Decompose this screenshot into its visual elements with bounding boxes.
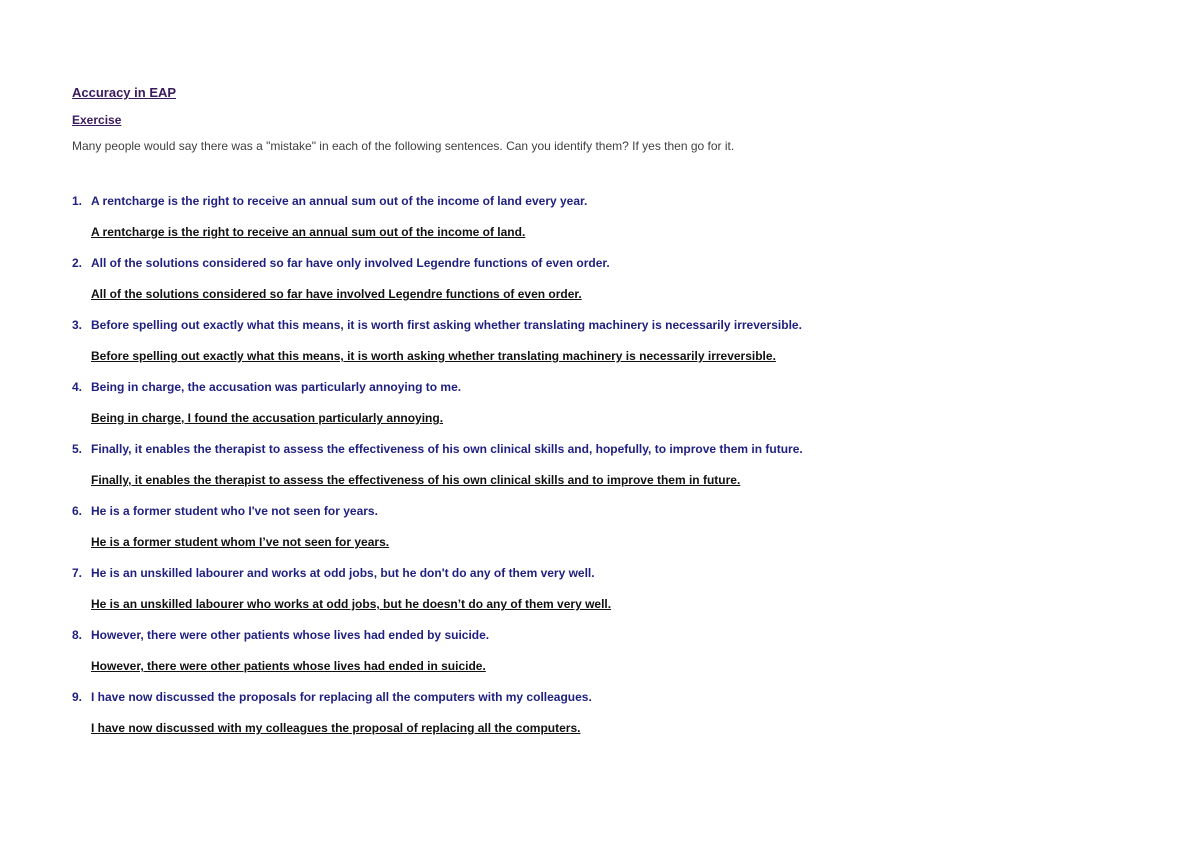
corrected-sentence: A rentcharge is the right to receive an annual sum out of the income of land. (91, 225, 526, 239)
original-sentence: I have now discussed the proposals for replacing all the computers with my colleagues. (91, 690, 592, 704)
original-sentence: Being in charge, the accusation was particularly annoying to me. (91, 380, 462, 394)
exercise-item-2 (72, 255, 1132, 302)
exercise-item-8 (72, 627, 1132, 674)
item-number: 1. (72, 194, 83, 208)
original-sentence: A rentcharge is the right to receive an annual sum out of the income of land every year. (91, 194, 588, 208)
item-number: 9. (72, 690, 83, 704)
instructions-text: Many people would say there was a "mistake" in each of the following sentences. Can you identify them? If yes then go for it. (72, 139, 735, 153)
document-title: Accuracy in EAP (72, 85, 177, 100)
exercise-item-7 (72, 565, 1132, 612)
item-number: 7. (72, 566, 83, 580)
exercise-item-9 (72, 689, 1132, 736)
exercise-item-5 (72, 441, 1132, 488)
corrected-sentence: I have now discussed with my colleagues the proposal of replacing all the computers. (91, 721, 581, 735)
item-number: 4. (72, 380, 83, 394)
corrected-sentence: All of the solutions considered so far have involved Legendre functions of even order. (91, 287, 582, 301)
item-number: 8. (72, 628, 83, 642)
corrected-sentence: He is a former student whom I’ve not seen for years. (91, 535, 390, 549)
exercise-heading: Exercise (72, 113, 122, 127)
exercise-item-1 (72, 193, 1132, 240)
item-number: 3. (72, 318, 83, 332)
item-number: 5. (72, 442, 83, 456)
item-number: 6. (72, 504, 83, 518)
original-sentence: Finally, it enables the therapist to assess the effectiveness of his own clinical skills and, hopefully, to improve them in future. (91, 442, 803, 456)
original-sentence: However, there were other patients whose lives had ended by suicide. (91, 628, 490, 642)
exercise-item-3 (72, 317, 1132, 364)
original-sentence: All of the solutions considered so far have only involved Legendre functions of even order. (91, 256, 610, 270)
item-number: 2. (72, 256, 83, 270)
original-sentence: He is a former student who I've not seen for years. (91, 504, 378, 518)
corrected-sentence: Being in charge, I found the accusation particularly annoying. (91, 411, 444, 425)
exercise-item-4 (72, 379, 1132, 426)
original-sentence: Before spelling out exactly what this means, it is worth first asking whether translating machinery is necessarily irreversible. (91, 318, 802, 332)
corrected-sentence: He is an unskilled labourer who works at odd jobs, but he doesn’t do any of them very well. (91, 597, 612, 611)
original-sentence: He is an unskilled labourer and works at odd jobs, but he don't do any of them very well. (91, 566, 595, 580)
corrected-sentence: Finally, it enables the therapist to assess the effectiveness of his own clinical skills and to improve them in future. (91, 473, 741, 487)
document-page (72, 84, 1132, 736)
corrected-sentence: However, there were other patients whose lives had ended in suicide. (91, 659, 486, 673)
exercise-list (72, 193, 1132, 736)
exercise-item-6 (72, 503, 1132, 550)
corrected-sentence: Before spelling out exactly what this means, it is worth asking whether translating machinery is necessarily irreversible. (91, 349, 776, 363)
